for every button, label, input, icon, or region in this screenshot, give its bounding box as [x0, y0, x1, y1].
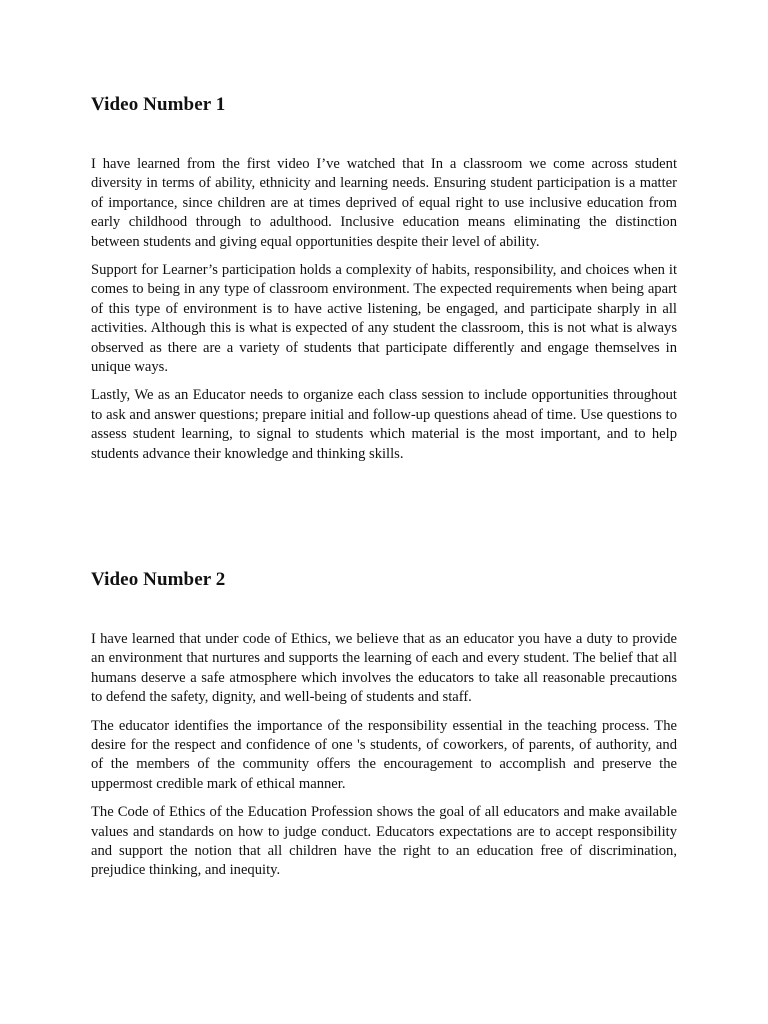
section-body: [91, 155, 677, 464]
body-paragraph: The educator identifies the importance of the responsibility essential in the teaching process. The desire for the respect and confidence of one 's students, of coworkers, of parents, of authority, and of the members of the community offers the encouragement to accomplish and preserve the uppermost credible mark of ethical manner.: [91, 717, 677, 792]
body-paragraph: Lastly, We as an Educator needs to organize each class session to include opportunities throughout to ask and answer questions; prepare initial and follow-up questions ahead of time. Use questions to assess student learning, to signal to students which material is the most important, and to help students advance their knowledge and thinking skills.: [91, 387, 677, 462]
section-body: [91, 630, 677, 881]
section-heading: Video Number 2: [91, 569, 226, 590]
video-2-section: [91, 569, 677, 890]
section-heading: Video Number 1: [91, 94, 226, 115]
body-paragraph: I have learned from the first video I’ve watched that In a classroom we come across student diversity in terms of ability, ethnicity and learning needs. Ensuring student participation is a matter of importance, since children are at times deprived of equal right to use inclusive education from early childhood through to adulthood. Inclusive education means eliminating the distinction between students and giving equal opportunities despite their level of ability.: [91, 156, 677, 250]
body-paragraph: Support for Learner’s participation holds a complexity of habits, responsibility, and choices when it comes to being in any type of classroom environment. The expected requirements when being apart of this type of environment is to have active listening, be engaged, and participate sharply in all activities. Although this is what is expected of any student the classroom, this is not what is always observed as there are a variety of students that participate differently and engage themselves in unique ways.: [91, 262, 677, 376]
body-paragraph: The Code of Ethics of the Education Profession shows the goal of all educators and make available values and standards on how to judge conduct. Educators expectations are to accept responsibility and support the notion that all children have the right to an education free of discrimination, prejudice thinking, and inequity.: [91, 804, 677, 879]
video-1-section: [91, 94, 677, 473]
body-paragraph: I have learned that under code of Ethics, we believe that as an educator you have a duty to provide an environment that nurtures and supports the learning of each and every student. The belief that all humans deserve a safe atmosphere which involves the educators to take all reasonable precautions to defend the safety, dignity, and well-being of students and staff.: [91, 631, 677, 706]
